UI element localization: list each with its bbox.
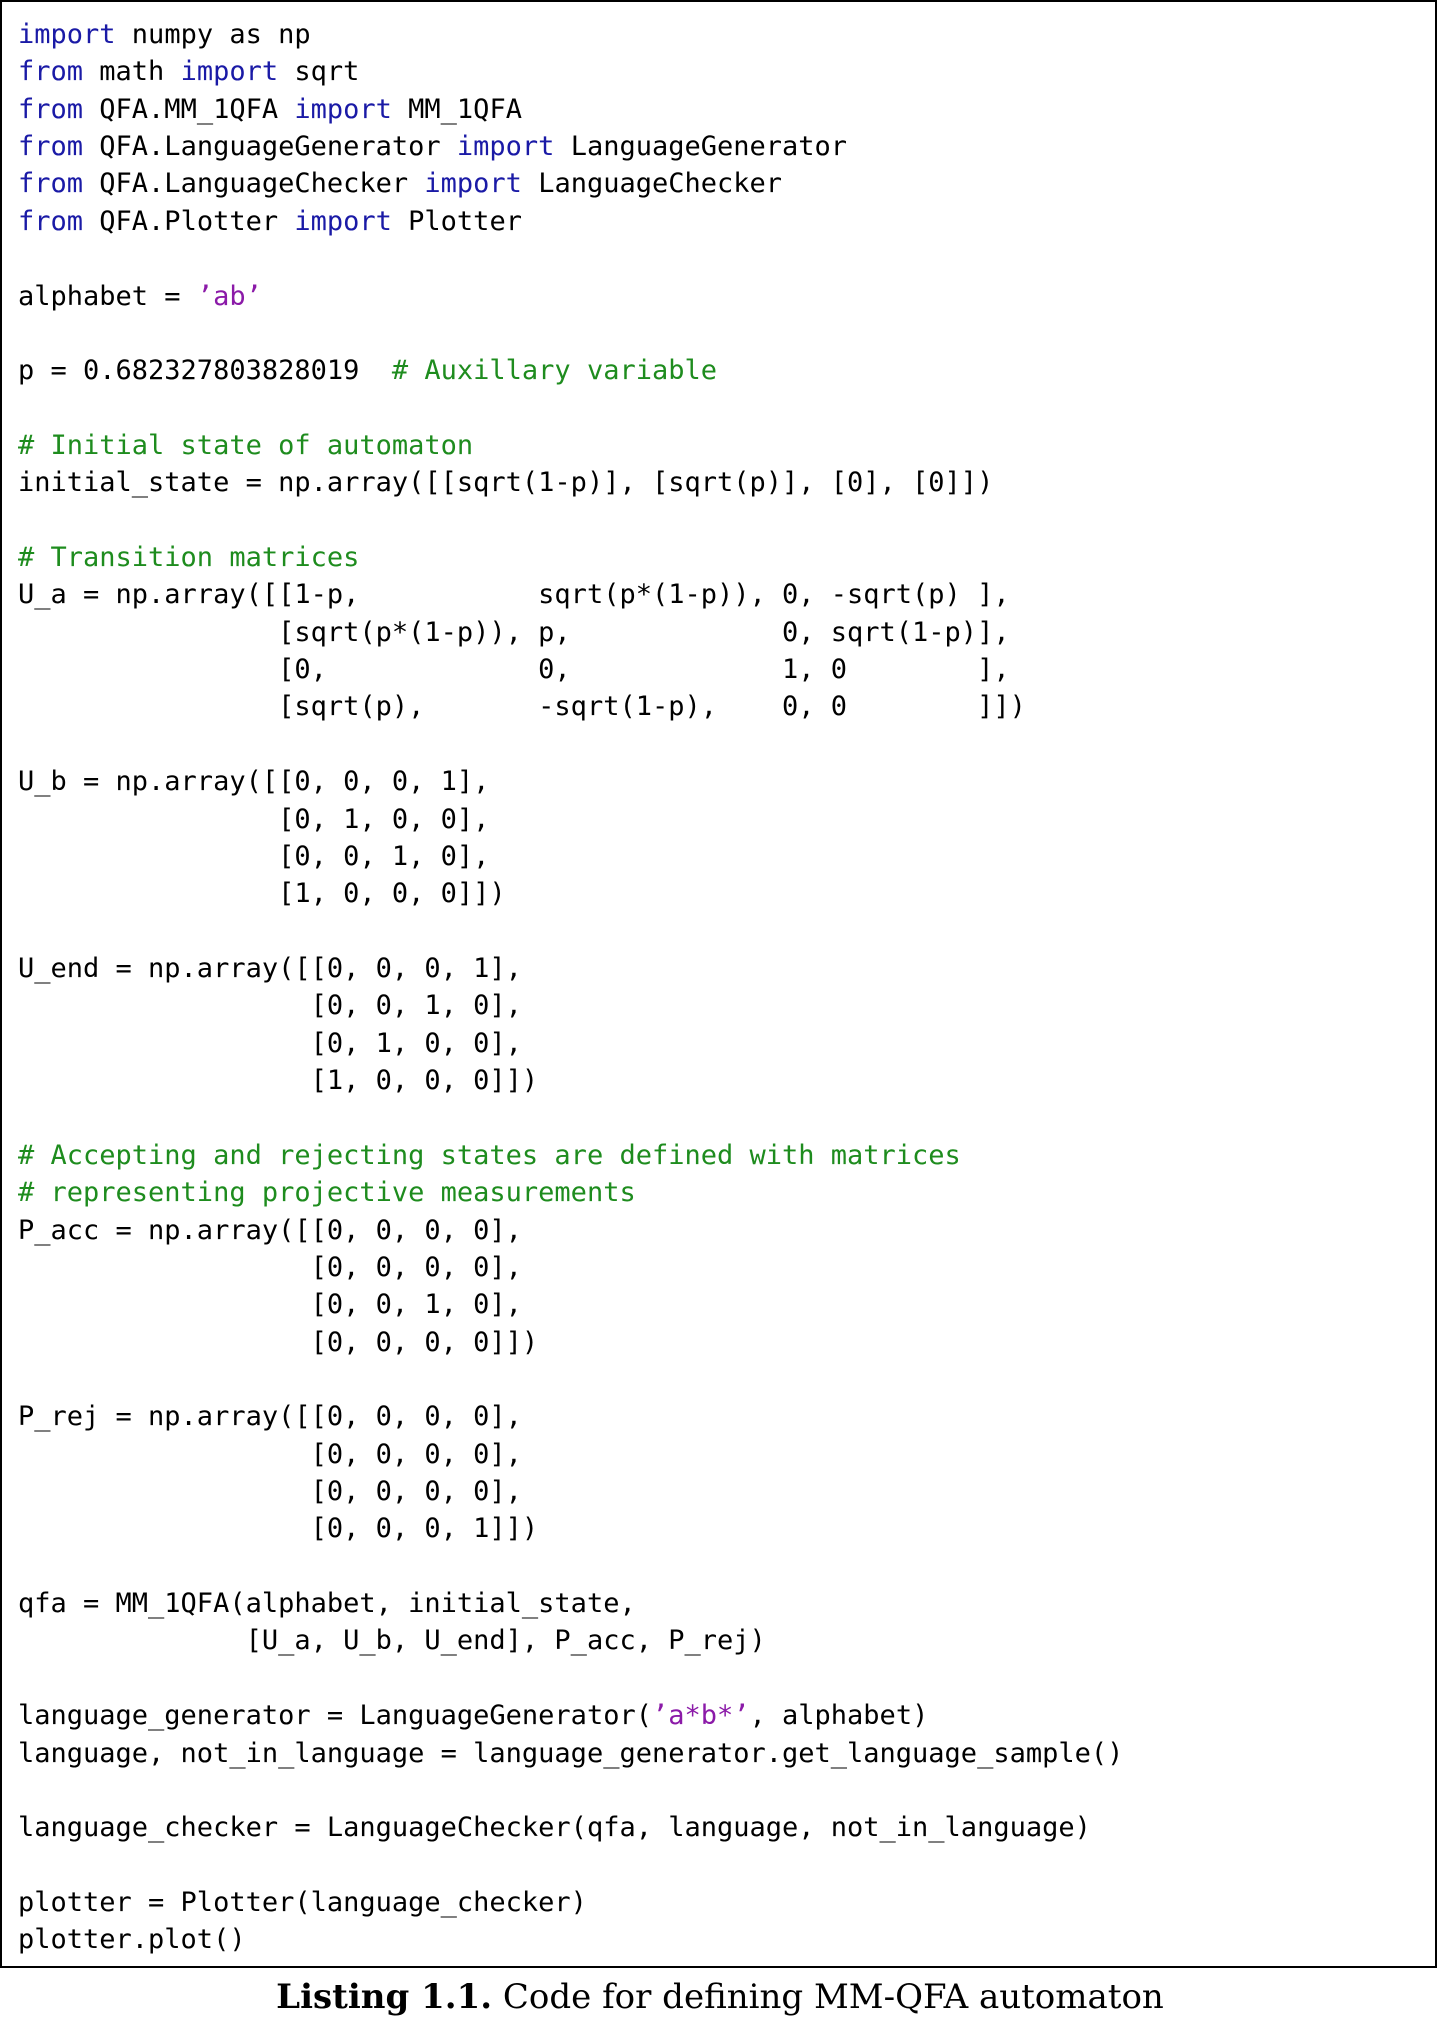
code-string: ’ab’ (196, 280, 262, 312)
code-text: QFA.Plotter (83, 205, 295, 237)
code-text: qfa = MM_1QFA(alphabet, initial_state, (18, 1588, 636, 1620)
code-blank-line (18, 1548, 1123, 1585)
code-line (18, 427, 1123, 464)
listing-caption (0, 1972, 1440, 2022)
code-blank-line (18, 1772, 1123, 1809)
code-text: p = 0.682327803828019 (18, 355, 392, 387)
code-line (18, 1697, 1123, 1734)
code-line (18, 875, 1123, 912)
code-line (18, 1436, 1123, 1473)
code-line (18, 16, 1123, 53)
code-text: initial_state = np.array([[sqrt(1-p)], [sqrt(p)], [0], [0]]) (18, 467, 994, 499)
code-text: P_rej = np.array([[0, 0, 0, 0], (18, 1401, 522, 1433)
code-keyword: from (18, 205, 84, 237)
code-text: [0, 0, 1, 0], (18, 990, 522, 1022)
code-line (18, 651, 1123, 688)
code-text: language_generator = LanguageGenerator( (18, 1700, 652, 1732)
code-blank-line (18, 1099, 1123, 1136)
code-text: [0, 0, 0, 0], (18, 1438, 522, 1470)
code-line (18, 1062, 1123, 1099)
code-keyword: import (294, 205, 392, 237)
code-keyword: from (18, 93, 84, 125)
code-text: [0, 1, 0, 0], (18, 1027, 522, 1059)
code-text: P_acc = np.array([[0, 0, 0, 0], (18, 1214, 522, 1246)
code-text: [sqrt(p), -sqrt(1-p), 0, 0 ]]) (18, 691, 1026, 723)
code-line (18, 91, 1123, 128)
code-text: Plotter (391, 205, 522, 237)
code-line (18, 1473, 1123, 1510)
code-keyword: from (18, 56, 84, 88)
code-text: U_end = np.array([[0, 0, 0, 1], (18, 952, 522, 984)
code-text: sqrt (278, 56, 360, 88)
code-line (18, 987, 1123, 1024)
code-line (18, 1286, 1123, 1323)
code-blank-line (18, 1361, 1123, 1398)
caption-text: Code for defining MM-QFA automaton (492, 1977, 1164, 2017)
code-line (18, 950, 1123, 987)
code-line (18, 1398, 1123, 1435)
code-text: plotter.plot() (18, 1924, 246, 1956)
code-keyword: import (456, 131, 555, 163)
code-text: alphabet = (18, 280, 197, 312)
code-text: QFA.LanguageGenerator (83, 131, 457, 163)
code-line (18, 128, 1123, 165)
code-keyword: from (18, 168, 84, 200)
code-keyword: import (180, 56, 279, 88)
caption-label: Listing 1.1. (276, 1977, 493, 2017)
code-text: , alphabet) (749, 1700, 929, 1732)
code-line (18, 53, 1123, 90)
code-line (18, 1324, 1123, 1361)
code-text: numpy as np (115, 19, 311, 50)
code-keyword: import (18, 19, 116, 50)
code-line (18, 539, 1123, 576)
code-text: U_a = np.array([[1-p, sqrt(p*(1-p)), 0, -sqrt(p) ], (18, 579, 1010, 611)
code-text: [sqrt(p*(1-p)), p, 0, sqrt(1-p)], (18, 616, 1010, 648)
code-line (18, 1510, 1123, 1547)
code-text: [0, 0, 0, 1]]) (18, 1513, 539, 1545)
code-text: math (83, 56, 181, 88)
code-blank-line (18, 1847, 1123, 1884)
code-line (18, 614, 1123, 651)
code-comment: # representing projective measurements (18, 1177, 636, 1209)
code-line (18, 1884, 1123, 1921)
code-text: LanguageChecker (521, 168, 783, 200)
code-string: ’a*b*’ (651, 1700, 750, 1732)
code-block (18, 16, 1123, 1959)
code-line (18, 1025, 1123, 1062)
code-text: [1, 0, 0, 0]]) (18, 878, 506, 910)
code-comment: # Auxillary variable (391, 355, 717, 387)
code-line (18, 1249, 1123, 1286)
code-comment: # Transition matrices (18, 542, 360, 574)
code-text: [0, 1, 0, 0], (18, 803, 490, 835)
code-line (18, 278, 1123, 315)
code-line (18, 352, 1123, 389)
code-text: [0, 0, 1, 0], (18, 840, 490, 872)
code-line (18, 464, 1123, 501)
code-text: QFA.MM_1QFA (83, 93, 295, 125)
code-line (18, 1174, 1123, 1211)
code-blank-line (18, 315, 1123, 352)
code-keyword: import (294, 93, 392, 125)
code-text: [0, 0, 1, 0], (18, 1289, 522, 1321)
code-blank-line (18, 390, 1123, 427)
code-blank-line (18, 726, 1123, 763)
code-line (18, 165, 1123, 202)
code-text: language, not_in_language = language_generator.get_language_sample() (18, 1737, 1124, 1769)
code-keyword: import (424, 168, 522, 200)
code-line (18, 1212, 1123, 1249)
code-text: QFA.LanguageChecker (83, 168, 425, 200)
code-line (18, 1622, 1123, 1659)
code-line (18, 801, 1123, 838)
code-line (18, 1921, 1123, 1958)
code-blank-line (18, 913, 1123, 950)
code-keyword: from (18, 131, 84, 163)
code-line (18, 1809, 1123, 1846)
code-text: [0, 0, 0, 0]]) (18, 1326, 539, 1358)
code-blank-line (18, 502, 1123, 539)
code-comment: # Initial state of automaton (18, 429, 474, 461)
code-line (18, 1137, 1123, 1174)
code-line (18, 688, 1123, 725)
code-text: [U_a, U_b, U_end], P_acc, P_rej) (18, 1625, 766, 1657)
code-text: plotter = Plotter(language_checker) (18, 1886, 587, 1918)
code-line (18, 838, 1123, 875)
code-comment: # Accepting and rejecting states are defined with matrices (18, 1139, 961, 1171)
code-text: U_b = np.array([[0, 0, 0, 1], (18, 766, 490, 798)
code-line (18, 576, 1123, 613)
code-line (18, 203, 1123, 240)
code-text: LanguageGenerator (554, 131, 848, 163)
code-line (18, 1735, 1123, 1772)
code-blank-line (18, 240, 1123, 277)
code-text: [0, 0, 0, 0], (18, 1476, 522, 1508)
code-text: language_checker = LanguageChecker(qfa, language, not_in_language) (18, 1812, 1091, 1844)
code-text: [0, 0, 0, 0], (18, 1251, 522, 1283)
code-line (18, 763, 1123, 800)
code-text: [1, 0, 0, 0]]) (18, 1065, 539, 1097)
code-text: [0, 0, 1, 0 ], (18, 654, 1010, 686)
code-line (18, 1585, 1123, 1622)
code-text: MM_1QFA (391, 93, 522, 125)
code-blank-line (18, 1660, 1123, 1697)
